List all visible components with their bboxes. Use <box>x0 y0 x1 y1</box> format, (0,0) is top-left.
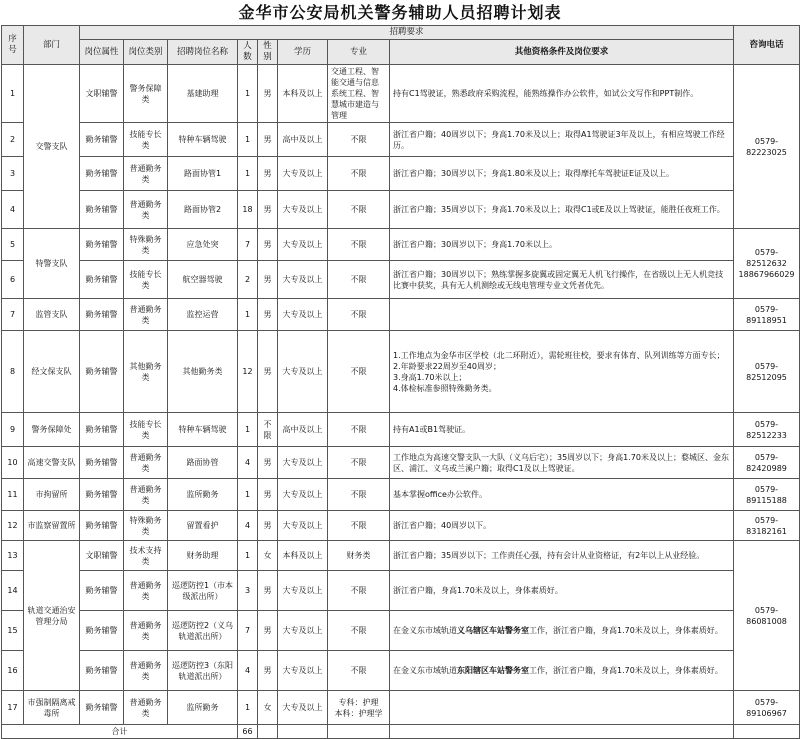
total-row <box>2 725 800 739</box>
table-row: 13 轨道交通治安管理分局 文职辅警 技术支持类 财务助理 1 女 本科及以上 财务类 浙江省户籍；35周岁以下；工作责任心强，持有会计从业资格证，有2年以上从业经验。 0579-86081008 <box>2 541 800 571</box>
table-row: 14 勤务辅警 普通勤务类 巡逻防控1（市本级派出所） 3 男 大专及以上 不限 浙江省户籍，身高1.70米及以上，身体素质好。 <box>2 571 800 611</box>
table-row: 17 市强制隔离戒毒所 勤务辅警 普通勤务类 监所勤务 1 女 大专及以上 专科：护理 本科：护理学 0579-89106967 <box>2 691 800 725</box>
phone-cell: 0579-83182161 <box>734 511 800 541</box>
phone-cell: 0579-82223025 <box>734 65 800 229</box>
header-category: 岗位属性 <box>80 40 124 65</box>
phone-cell: 0579-82512095 <box>734 331 800 413</box>
header-post: 招聘岗位名称 <box>168 40 238 65</box>
dept-cell: 监管支队 <box>24 299 80 331</box>
table-row: 1 交警支队 文职辅警 警务保障类 基建助理 1 男 本科及以上 交通工程、智能交通与信息系统工程、智慧城市建造与管理 持有C1驾驶证，熟悉政府采购流程，能熟练操作办公软件，如试公文写作和PPT制作。 0579-82223025 <box>2 65 800 123</box>
header-phone: 咨询电话 <box>734 26 800 65</box>
dept-cell: 经文保支队 <box>24 331 80 413</box>
table-row: 8 经文保支队 勤务辅警 其他勤务类 其他勤务类 12 男 大专及以上 不限 1.工作地点为金华市区学校（北二环附近），需轮班往校，要求有体育、队列训练等方面专长； 2.年龄要求22周岁至40周岁； 3.身高1.70米以上； 4.体检标准参照特殊勤务类。 0579-82512095 <box>2 331 800 413</box>
header-type: 岗位类别 <box>124 40 168 65</box>
dept-cell: 轨道交通治安管理分局 <box>24 541 80 691</box>
recruitment-table <box>1 25 800 739</box>
table-row: 3 勤务辅警 普通勤务类 路面协管1 1 男 大专及以上 不限 浙江省户籍；30周岁以下；身高1.80米及以上；取得摩托车驾驶证E证及以上。 <box>2 157 800 191</box>
dept-cell: 市监察留置所 <box>24 511 80 541</box>
table-row: 5 特警支队 勤务辅警 特殊勤务类 应急处突 7 男 大专及以上 不限 浙江省户籍；30周岁以下；身高1.70米以上。 0579-82512632 18867966029 <box>2 229 800 261</box>
header-cond: 其他资格条件及岗位要求 <box>390 40 734 65</box>
page-title: 金华市公安局机关警务辅助人员招聘计划表 <box>238 3 562 22</box>
table-row: 15 勤务辅警 普通勤务类 巡逻防控2（义乌轨道派出所） 7 男 大专及以上 不限 在金义东市域轨道义乌辖区车站警务室工作，浙江省户籍，身高1.70米及以上，身体素质好。 <box>2 611 800 651</box>
total-label: 合计 <box>2 725 238 739</box>
phone-cell: 0579-89115188 <box>734 479 800 511</box>
table-row: 9 警务保障处 勤务辅警 技能专长类 特种车辆驾驶 1 不限 高中及以上 不限 持有A1或B1驾驶证。 0579-82512233 <box>2 413 800 447</box>
header-dept: 部门 <box>24 26 80 65</box>
table-row: 4 勤务辅警 普通勤务类 路面协管2 18 男 大专及以上 不限 浙江省户籍；35周岁以下；身高1.70米及以上；取得C1或E及以上驾驶证，能胜任夜班工作。 <box>2 191 800 229</box>
phone-cell: 0579-82512632 18867966029 <box>734 229 800 299</box>
dept-cell: 高速交警支队 <box>24 447 80 479</box>
phone-cell: 0579-89106967 <box>734 691 800 725</box>
table-row: 16 勤务辅警 普通勤务类 巡逻防控3（东阳轨道派出所） 4 男 大专及以上 不限 在金义东市域轨道东阳辖区车站警务室工作，浙江省户籍，身高1.70米及以上，身体素质好。 <box>2 651 800 691</box>
phone-cell: 0579-86081008 <box>734 541 800 691</box>
table-row: 10 高速交警支队 勤务辅警 普通勤务类 路面协管 4 男 大专及以上 不限 工作地点为高速交警支队一大队（义乌后宅）；35周岁以下；身高1.70米及以上；婺城区、金东区、浦江、义乌或兰溪户籍；取得C1及以上驾驶证。 0579-82420989 <box>2 447 800 479</box>
table-row: 12 市监察留置所 勤务辅警 特殊勤务类 留置看护 4 男 大专及以上 不限 浙江省户籍；40周岁以下。 0579-83182161 <box>2 511 800 541</box>
dept-cell: 市拘留所 <box>24 479 80 511</box>
phone-cell: 0579-82420989 <box>734 447 800 479</box>
table-row: 6 勤务辅警 技能专长类 航空器驾驶 2 男 大专及以上 不限 浙江省户籍；30周岁以下；熟练掌握多旋翼或固定翼无人机飞行操作，在省级以上无人机竞技比赛中获奖，具有无人机测绘或无线电管理专业文凭者优先。 <box>2 261 800 299</box>
dept-cell: 警务保障处 <box>24 413 80 447</box>
total-count: 66 <box>238 725 258 739</box>
header-edu: 学历 <box>278 40 328 65</box>
table-row: 2 勤务辅警 技能专长类 特种车辆驾驶 1 男 高中及以上 不限 浙江省户籍；40周岁以下；身高1.70米及以上；取得A1驾驶证3年及以上，有相应驾驶工作经历。 <box>2 123 800 157</box>
dept-cell: 特警支队 <box>24 229 80 299</box>
header-recruit-req: 招聘要求 <box>80 26 734 40</box>
table-row: 7 监管支队 勤务辅警 普通勤务类 监控运营 1 男 大专及以上 不限 0579-89118951 <box>2 299 800 331</box>
phone-cell: 0579-82512233 <box>734 413 800 447</box>
header-gender: 性别 <box>258 40 278 65</box>
dept-cell: 交警支队 <box>24 65 80 229</box>
header-count: 人数 <box>238 40 258 65</box>
dept-cell: 市强制隔离戒毒所 <box>24 691 80 725</box>
phone-cell: 0579-89118951 <box>734 299 800 331</box>
header-seq: 序号 <box>2 26 24 65</box>
table-row: 11 市拘留所 勤务辅警 普通勤务类 监所勤务 1 男 大专及以上 不限 基本掌握office办公软件。 0579-89115188 <box>2 479 800 511</box>
header-major: 专业 <box>328 40 390 65</box>
